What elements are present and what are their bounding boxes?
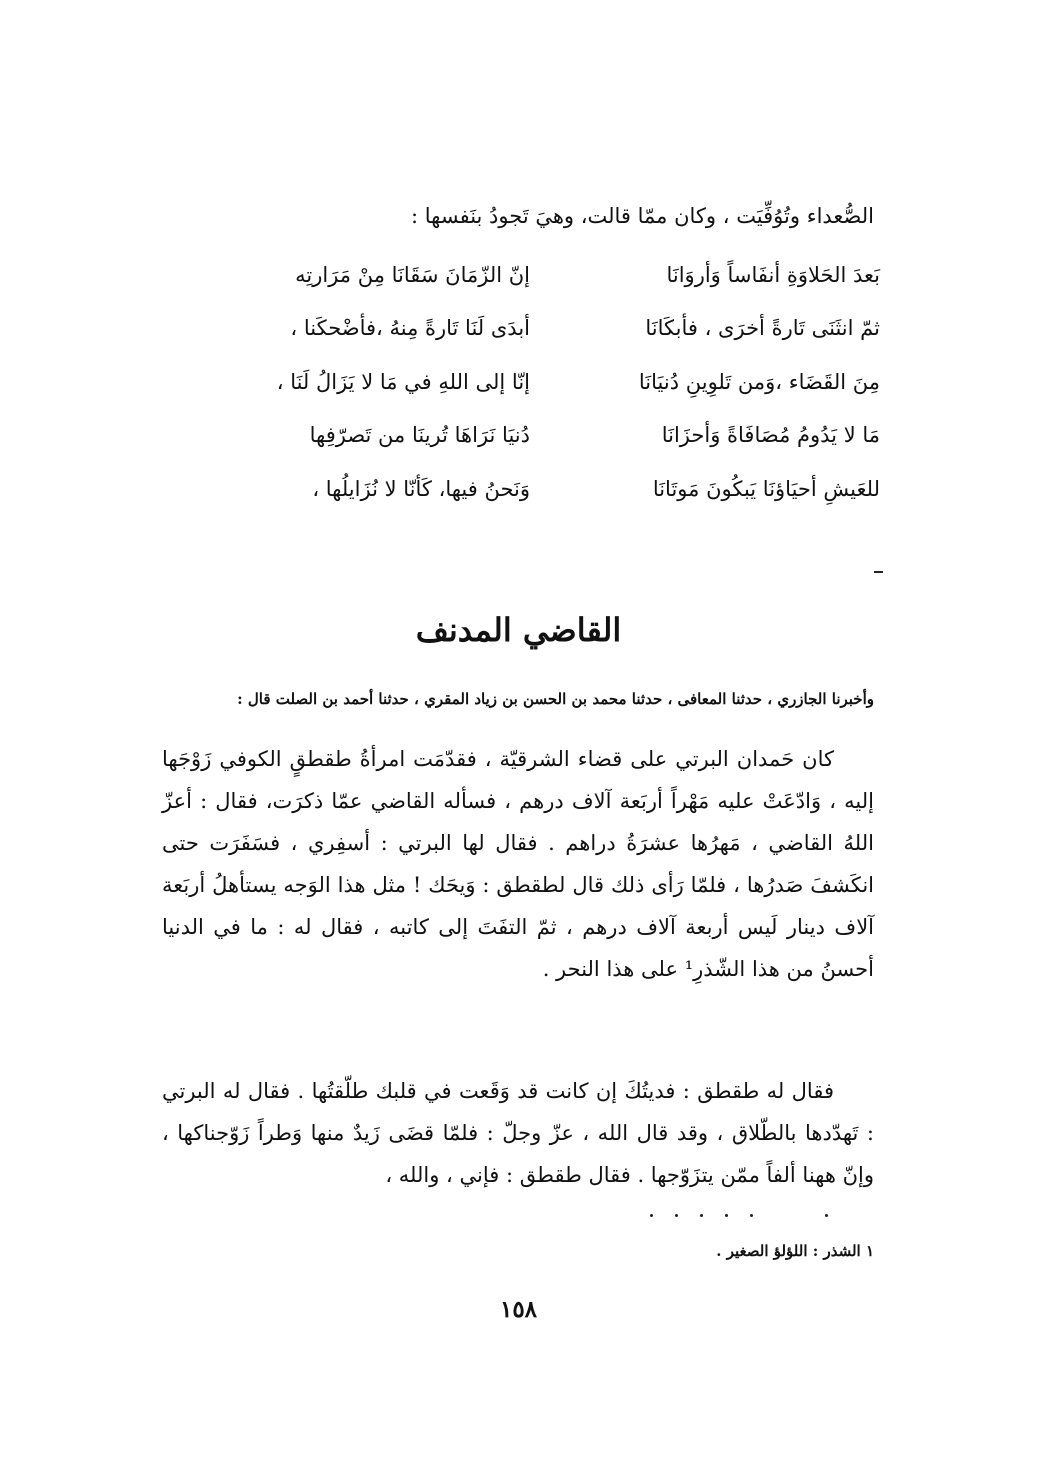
isnad-chain: وأخبرنا الجازري ، حدثنا المعافى ، حدثنا محمد بن الحسن بن زياد المقري ، حدثنا أحمد بن الصلت قال : (237, 690, 874, 708)
poem-verse (175, 462, 880, 516)
poem-verse (175, 409, 880, 463)
body-paragraph (162, 1070, 874, 1196)
paragraph-text: كان حَمدان البرتي على قضاء الشرقيّة ، فقدّمَت امرأةُ طقطقٍ الكوفي زَوْجَها إليه ، وَادّعَتْ عليه مَهْراً أربَعة آلاف درهم ، فسأله القاضي عمّا ذكرَت، فقال : أعزّ اللهُ القاضي ، مَهرُها عشرَةُ دراهم . فقال لها البرتي : أسفِري ، فسَفَرَت حتى انكَشفَ صَدرُها ، فلمّا رَأى ذلك قال لطقطق : وَيحَك ! مثل هذا الوَجه يستأهلُ أربَعة آلاف دينار لَيس أربعة آلاف درهم ، ثمّ التفَتَ إلى كاتبه ، فقال له : ما في الدنيا أحسنُ من هذا الشّذرِ¹ على هذا النحر . (162, 747, 874, 981)
verse-first-hemistich: وَنَحنُ فيها، كَأنّا لا نُزَايلُها ، (312, 476, 530, 501)
poem (175, 248, 880, 516)
body-paragraph (162, 738, 874, 990)
verse-first-hemistich: إنّ الزّمَانَ سَقَانَا مِنْ مَرَارتِه (295, 262, 530, 287)
paragraph-text: فقال له طقطق : فديتُكَ إن كانت قد وَقَعت في قلبك طلّقتُها . فقال له البرتي : تَهدّدها بالطّلاق ، وقد قال الله ، عزّ وجلّ : فلمّا قضَى زَيدٌ منها وَطراً زَوّجناكها ، وإنّ ههنا ألفاً ممّن يتزَوّجها . فقال طقطق : فإني ، والله ، (162, 1079, 874, 1187)
footnote-separator-dots (650, 1210, 830, 1222)
page-number: ١٥٨ (499, 1296, 538, 1323)
verse-second-hemistich: مَا لا يَدُومُ مُصَافَاةً وَأحزَانَا (661, 423, 880, 448)
poem-verse (175, 355, 880, 409)
poem-verse (175, 302, 880, 356)
verse-second-hemistich: مِنَ القَضَاء ،وَمن تَلوِينِ دُنيَانَا (638, 369, 880, 394)
verse-first-hemistich: إنّا إلى اللهِ في مَا لا يَزَالُ لَنَا ، (276, 369, 530, 394)
footnote: ١ الشذر : اللؤلؤ الصغير . (716, 1242, 874, 1260)
verse-second-hemistich: ثمّ انثَنَى تَارةً أخرَى ، فأبكَانَا (645, 316, 880, 341)
verse-first-hemistich: أبدَى لَنَا تَارةً مِنهُ ،فأضْحكَنا ، (290, 316, 530, 341)
verse-second-hemistich: للعَيشِ أحيَاؤنَا يَبكُونَ مَوتَانَا (652, 476, 880, 501)
verse-second-hemistich: بَعدَ الحَلاوَةِ أنفَاساً وَأروَانَا (666, 262, 880, 287)
chapter-title: القاضي المدنف (415, 611, 622, 649)
verse-first-hemistich: دُنيَا نَرَاهَا تُرينَا من تَصرّفِها (309, 423, 530, 448)
section-divider-mark (874, 571, 883, 573)
intro-line: الصُّعداء وتُوُفِّيَت ، وكان ممّا قالت، وهيَ تَجودُ بنَفسها : (411, 204, 874, 228)
poem-verse (175, 248, 880, 302)
